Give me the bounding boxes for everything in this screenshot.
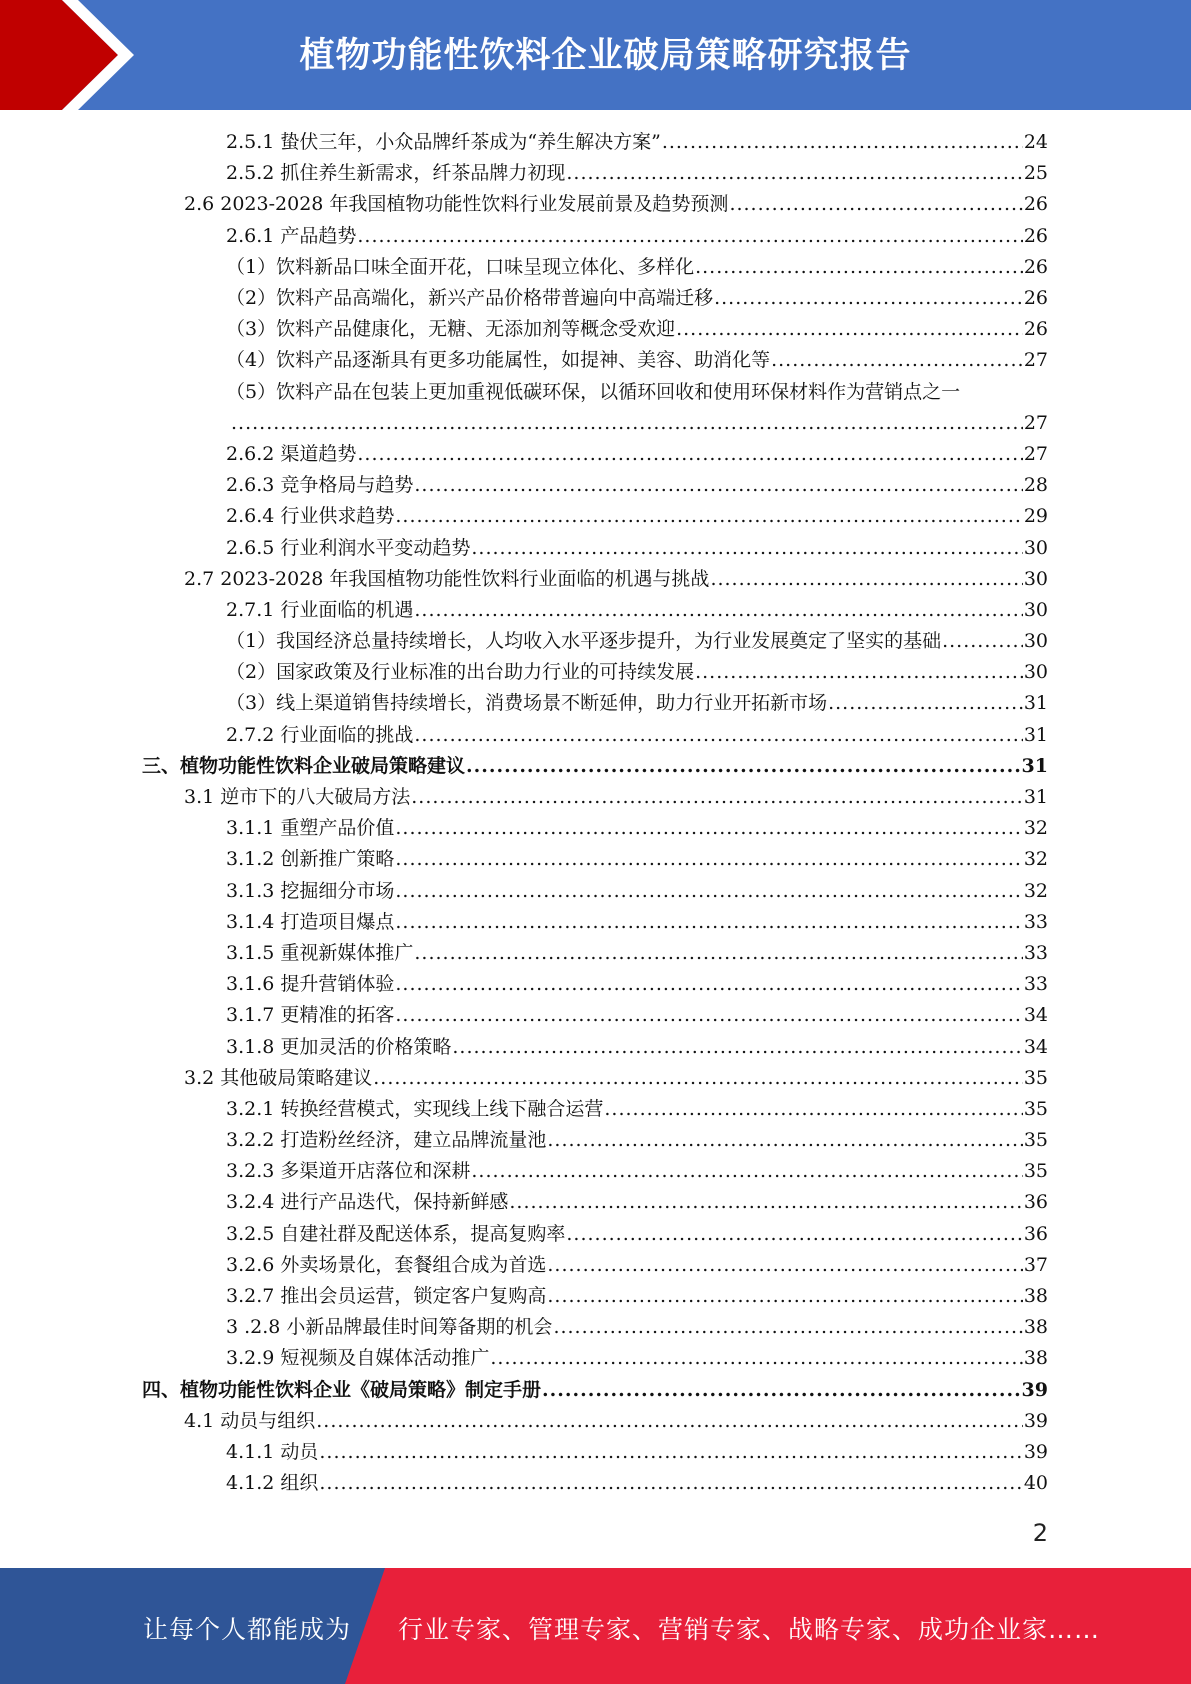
toc-entry-title: 3.1 逆市下的八大破局方法 [184,786,411,809]
toc-entry-title: 4.1.1 动员 [226,1440,319,1463]
toc-entry[interactable] [0,158,1191,189]
toc-dot-leader [395,813,1022,844]
toc-dot-leader [695,657,1023,688]
toc-entry-page: 24 [1023,131,1048,154]
toc-entry-page: 39 [1021,1378,1048,1401]
toc-entry-page: 32 [1023,879,1048,902]
table-of-contents [0,127,1191,1499]
toc-entry-title: 3.2.7 推出会员运营，锁定客户复购高 [226,1285,547,1308]
toc-entry-page: 30 [1023,661,1048,684]
toc-dot-leader [676,314,1023,345]
toc-entry[interactable] [0,1219,1191,1250]
toc-entry[interactable] [0,720,1191,751]
toc-dot-leader [771,345,1023,376]
toc-entry-page: 30 [1023,536,1048,559]
toc-dot-leader [542,1375,1021,1406]
toc-entry[interactable] [0,1031,1191,1062]
toc-entry[interactable] [0,283,1191,314]
toc-dot-leader [828,688,1023,719]
toc-entry-title: （2）国家政策及行业标准的出台助力行业的可持续发展 [226,661,695,684]
toc-entry-page: 35 [1023,1160,1048,1183]
toc-entry[interactable] [0,844,1191,875]
toc-dot-leader [357,221,1022,252]
toc-entry-title: 2.7.2 行业面临的挑战 [226,723,414,746]
toc-dot-leader [714,283,1023,314]
document-title: 植物功能性饮料企业破局策略研究报告 [299,36,912,76]
toc-entry-title: 3.2.2 打造粉丝经济，建立品牌流量池 [226,1129,547,1152]
toc-dot-leader [604,1094,1022,1125]
toc-entry-title: 3.2.6 外卖场景化，套餐组合成为首选 [226,1253,547,1276]
toc-entry-title: 2.6.3 竞争格局与趋势 [226,474,414,497]
toc-dot-leader [942,626,1023,657]
toc-entry-page: 26 [1023,224,1048,247]
toc-entry-page: 32 [1023,817,1048,840]
toc-entry[interactable] [0,501,1191,532]
toc-entry-title: （4）饮料产品逐渐具有更多功能属性，如提神、美容、助消化等 [226,349,771,372]
toc-entry[interactable] [0,1094,1191,1125]
toc-entry-page: 34 [1023,1035,1048,1058]
toc-entry-page: 39 [1023,1440,1048,1463]
toc-dot-leader [710,564,1022,595]
toc-entry-title: 3.1.6 提升营销体验 [226,973,395,996]
toc-dot-leader [566,158,1022,189]
toc-entry-title: 3 .2.8 小新品牌最佳时间筹备期的机会 [226,1316,553,1339]
toc-entry-page: 29 [1023,505,1048,528]
toc-entry[interactable] [0,1156,1191,1187]
toc-entry-title: 3.1.2 创新推广策略 [226,848,395,871]
toc-entry-page: 33 [1023,973,1048,996]
toc-entry-page: 28 [1023,474,1048,497]
toc-dot-leader [373,1063,1023,1094]
toc-entry-page: 35 [1023,1129,1048,1152]
toc-entry-page: 27 [1023,442,1048,465]
toc-entry-title: 3.2 其他破局策略建议 [184,1066,373,1089]
toc-entry[interactable] [0,969,1191,1000]
toc-entry-title: 2.7 2023-2028 年我国植物功能性饮料行业面临的机遇与挑战 [184,567,710,590]
toc-entry[interactable] [0,189,1191,220]
toc-entry-title: 2.7.1 行业面临的机遇 [226,598,414,621]
toc-entry-title: 三、植物功能性饮料企业破局策略建议 [142,754,466,777]
toc-dot-leader [414,938,1022,969]
toc-entry-title: 2.6.1 产品趋势 [226,224,357,247]
toc-entry[interactable] [0,314,1191,345]
toc-entry[interactable] [0,1187,1191,1218]
toc-entry-page: 39 [1023,1409,1048,1432]
toc-entry-page: 35 [1023,1066,1048,1089]
toc-entry[interactable] [0,470,1191,501]
toc-dot-leader [547,1125,1022,1156]
toc-dot-leader [319,1468,1022,1499]
toc-entry[interactable] [0,1125,1191,1156]
toc-dot-leader [490,1343,1022,1374]
toc-entry[interactable] [0,626,1191,657]
toc-entry[interactable] [0,1468,1191,1499]
toc-entry-title: （5）饮料产品在包装上更加重视低碳环保，以循环回收和使用环保材料作为营销点之一 [226,380,961,403]
toc-entry[interactable] [0,813,1191,844]
toc-entry[interactable] [0,751,1191,782]
toc-entry[interactable] [0,782,1191,813]
toc-entry-page: 38 [1023,1347,1048,1370]
toc-entry[interactable] [0,595,1191,626]
toc-dot-leader [695,252,1023,283]
toc-dot-leader [395,907,1022,938]
footer-slogan-left: 让每个人都能成为 [143,1615,352,1644]
toc-entry-title: 四、植物功能性饮料企业《破局策略》制定手册 [142,1378,542,1401]
toc-entry-title: （1）饮料新品口味全面开花，口味呈现立体化、多样化 [226,255,695,278]
toc-dot-leader [471,533,1022,564]
toc-dot-leader [395,969,1022,1000]
toc-entry-page: 38 [1023,1316,1048,1339]
toc-entry-title: 3.1.8 更加灵活的价格策略 [226,1035,452,1058]
toc-dot-leader [466,751,1021,782]
toc-entry[interactable] [0,657,1191,688]
toc-entry-page: 37 [1023,1253,1048,1276]
toc-dot-leader [316,1406,1023,1437]
toc-entry-page: 38 [1023,1285,1048,1308]
footer-slogan-right: 行业专家、管理专家、营销专家、战略专家、成功企业家…… [398,1615,1101,1644]
toc-entry-title: 3.1.1 重塑产品价值 [226,817,395,840]
toc-entry[interactable] [0,1312,1191,1343]
page-header [0,0,1191,110]
toc-entry-page: 31 [1023,786,1048,809]
toc-entry-page: 33 [1023,941,1048,964]
toc-entry-title: 2.6.4 行业供求趋势 [226,505,395,528]
toc-dot-leader [395,1000,1022,1031]
toc-entry-title: 3.2.4 进行产品迭代，保持新鲜感 [226,1191,509,1214]
toc-entry-title: 3.2.5 自建社群及配送体系，提高复购率 [226,1222,566,1245]
toc-dot-leader [411,782,1023,813]
toc-dot-leader [395,844,1022,875]
toc-dot-leader [662,127,1023,158]
toc-entry-page: 25 [1023,162,1048,185]
toc-entry-page: 35 [1023,1097,1048,1120]
toc-dot-leader [547,1250,1022,1281]
toc-entry-page: 33 [1023,910,1048,933]
toc-entry-page: 26 [1023,255,1048,278]
toc-entry[interactable] [0,876,1191,907]
toc-entry-page: 40 [1023,1472,1048,1495]
toc-dot-leader [729,189,1022,220]
toc-entry-title: （3）饮料产品健康化，无糖、无添加剂等概念受欢迎 [226,318,676,341]
toc-entry-page: 26 [1023,318,1048,341]
toc-dot-leader [395,501,1022,532]
toc-entry[interactable] [0,1375,1191,1406]
toc-entry-page: 36 [1023,1191,1048,1214]
toc-dot-leader [395,876,1022,907]
toc-dot-leader [509,1187,1022,1218]
toc-entry-page: 27 [1023,349,1048,372]
toc-entry[interactable] [0,252,1191,283]
toc-dot-leader [471,1156,1022,1187]
toc-entry-title: 3.2.1 转换经营模式，实现线上线下融合运营 [226,1097,604,1120]
toc-entry[interactable] [0,564,1191,595]
toc-entry-page: 34 [1023,1004,1048,1027]
toc-dot-leader [553,1312,1022,1343]
toc-entry-page: 30 [1023,598,1048,621]
toc-entry-title: 3.1.5 重视新媒体推广 [226,941,414,964]
toc-entry-title: 2.5.1 蛰伏三年，小众品牌纤茶成为“养生解决方案” [226,131,661,154]
toc-entry[interactable] [0,1063,1191,1094]
toc-dot-leader [231,408,1023,439]
toc-entry[interactable] [0,1343,1191,1374]
toc-entry[interactable] [0,439,1191,470]
toc-entry-title: 4.1 动员与组织 [184,1409,316,1432]
toc-entry-title: （2）饮料产品高端化，新兴产品价格带普遍向中高端迁移 [226,287,714,310]
toc-entry-page: 31 [1023,692,1048,715]
toc-dot-leader [414,470,1022,501]
toc-entry-page: 31 [1021,754,1048,777]
toc-dot-leader [414,720,1022,751]
toc-entry-page: 26 [1023,287,1048,310]
toc-entry[interactable] [0,1000,1191,1031]
toc-entry[interactable] [0,688,1191,719]
toc-entry-title: 3.1.3 挖掘细分市场 [226,879,395,902]
page-footer [0,1568,1191,1684]
toc-entry-title: 3.1.4 打造项目爆点 [226,910,395,933]
page-number: 2 [1032,1519,1048,1547]
toc-entry-title: 4.1.2 组织 [226,1472,319,1495]
toc-entry-title: （3）线上渠道销售持续增长，消费场景不断延伸，助力行业开拓新市场 [226,692,828,715]
toc-entry[interactable] [0,532,1191,563]
toc-entry-title: 2.6.2 渠道趋势 [226,442,357,465]
toc-entry-continuation[interactable] [0,408,1191,439]
toc-entry[interactable] [0,221,1191,252]
toc-entry-title: 3.2.9 短视频及自媒体活动推广 [226,1347,490,1370]
toc-dot-leader [357,439,1022,470]
toc-entry[interactable] [0,938,1191,969]
toc-entry-page: 32 [1023,848,1048,871]
toc-entry-title: 2.5.2 抓住养生新需求，纤茶品牌力初现 [226,162,566,185]
toc-entry[interactable] [0,377,1191,408]
toc-entry[interactable] [0,1406,1191,1437]
toc-dot-leader [566,1219,1022,1250]
toc-entry[interactable] [0,127,1191,158]
toc-entry-title: 2.6.5 行业利润水平变动趋势 [226,536,471,559]
toc-dot-leader [319,1437,1022,1468]
toc-entry-page: 31 [1023,723,1048,746]
toc-entry[interactable] [0,345,1191,376]
toc-entry-page: 26 [1023,193,1048,216]
toc-entry-page: 30 [1023,567,1048,590]
toc-dot-leader [414,595,1022,626]
toc-entry-title: （1）我国经济总量持续增长，人均收入水平逐步提升，为行业发展奠定了坚实的基础 [226,630,942,653]
toc-entry[interactable] [0,1250,1191,1281]
toc-entry-page: 30 [1023,630,1048,653]
toc-entry[interactable] [0,1281,1191,1312]
toc-entry-page: 36 [1023,1222,1048,1245]
toc-entry[interactable] [0,907,1191,938]
toc-entry-title: 3.2.3 多渠道开店落位和深耕 [226,1160,471,1183]
toc-entry-page: 27 [1023,411,1048,434]
toc-dot-leader [547,1281,1022,1312]
toc-entry-title: 3.1.7 更精准的拓客 [226,1004,395,1027]
toc-entry[interactable] [0,1437,1191,1468]
toc-dot-leader [452,1032,1022,1063]
toc-entry-title: 2.6 2023-2028 年我国植物功能性饮料行业发展前景及趋势预测 [184,193,729,216]
